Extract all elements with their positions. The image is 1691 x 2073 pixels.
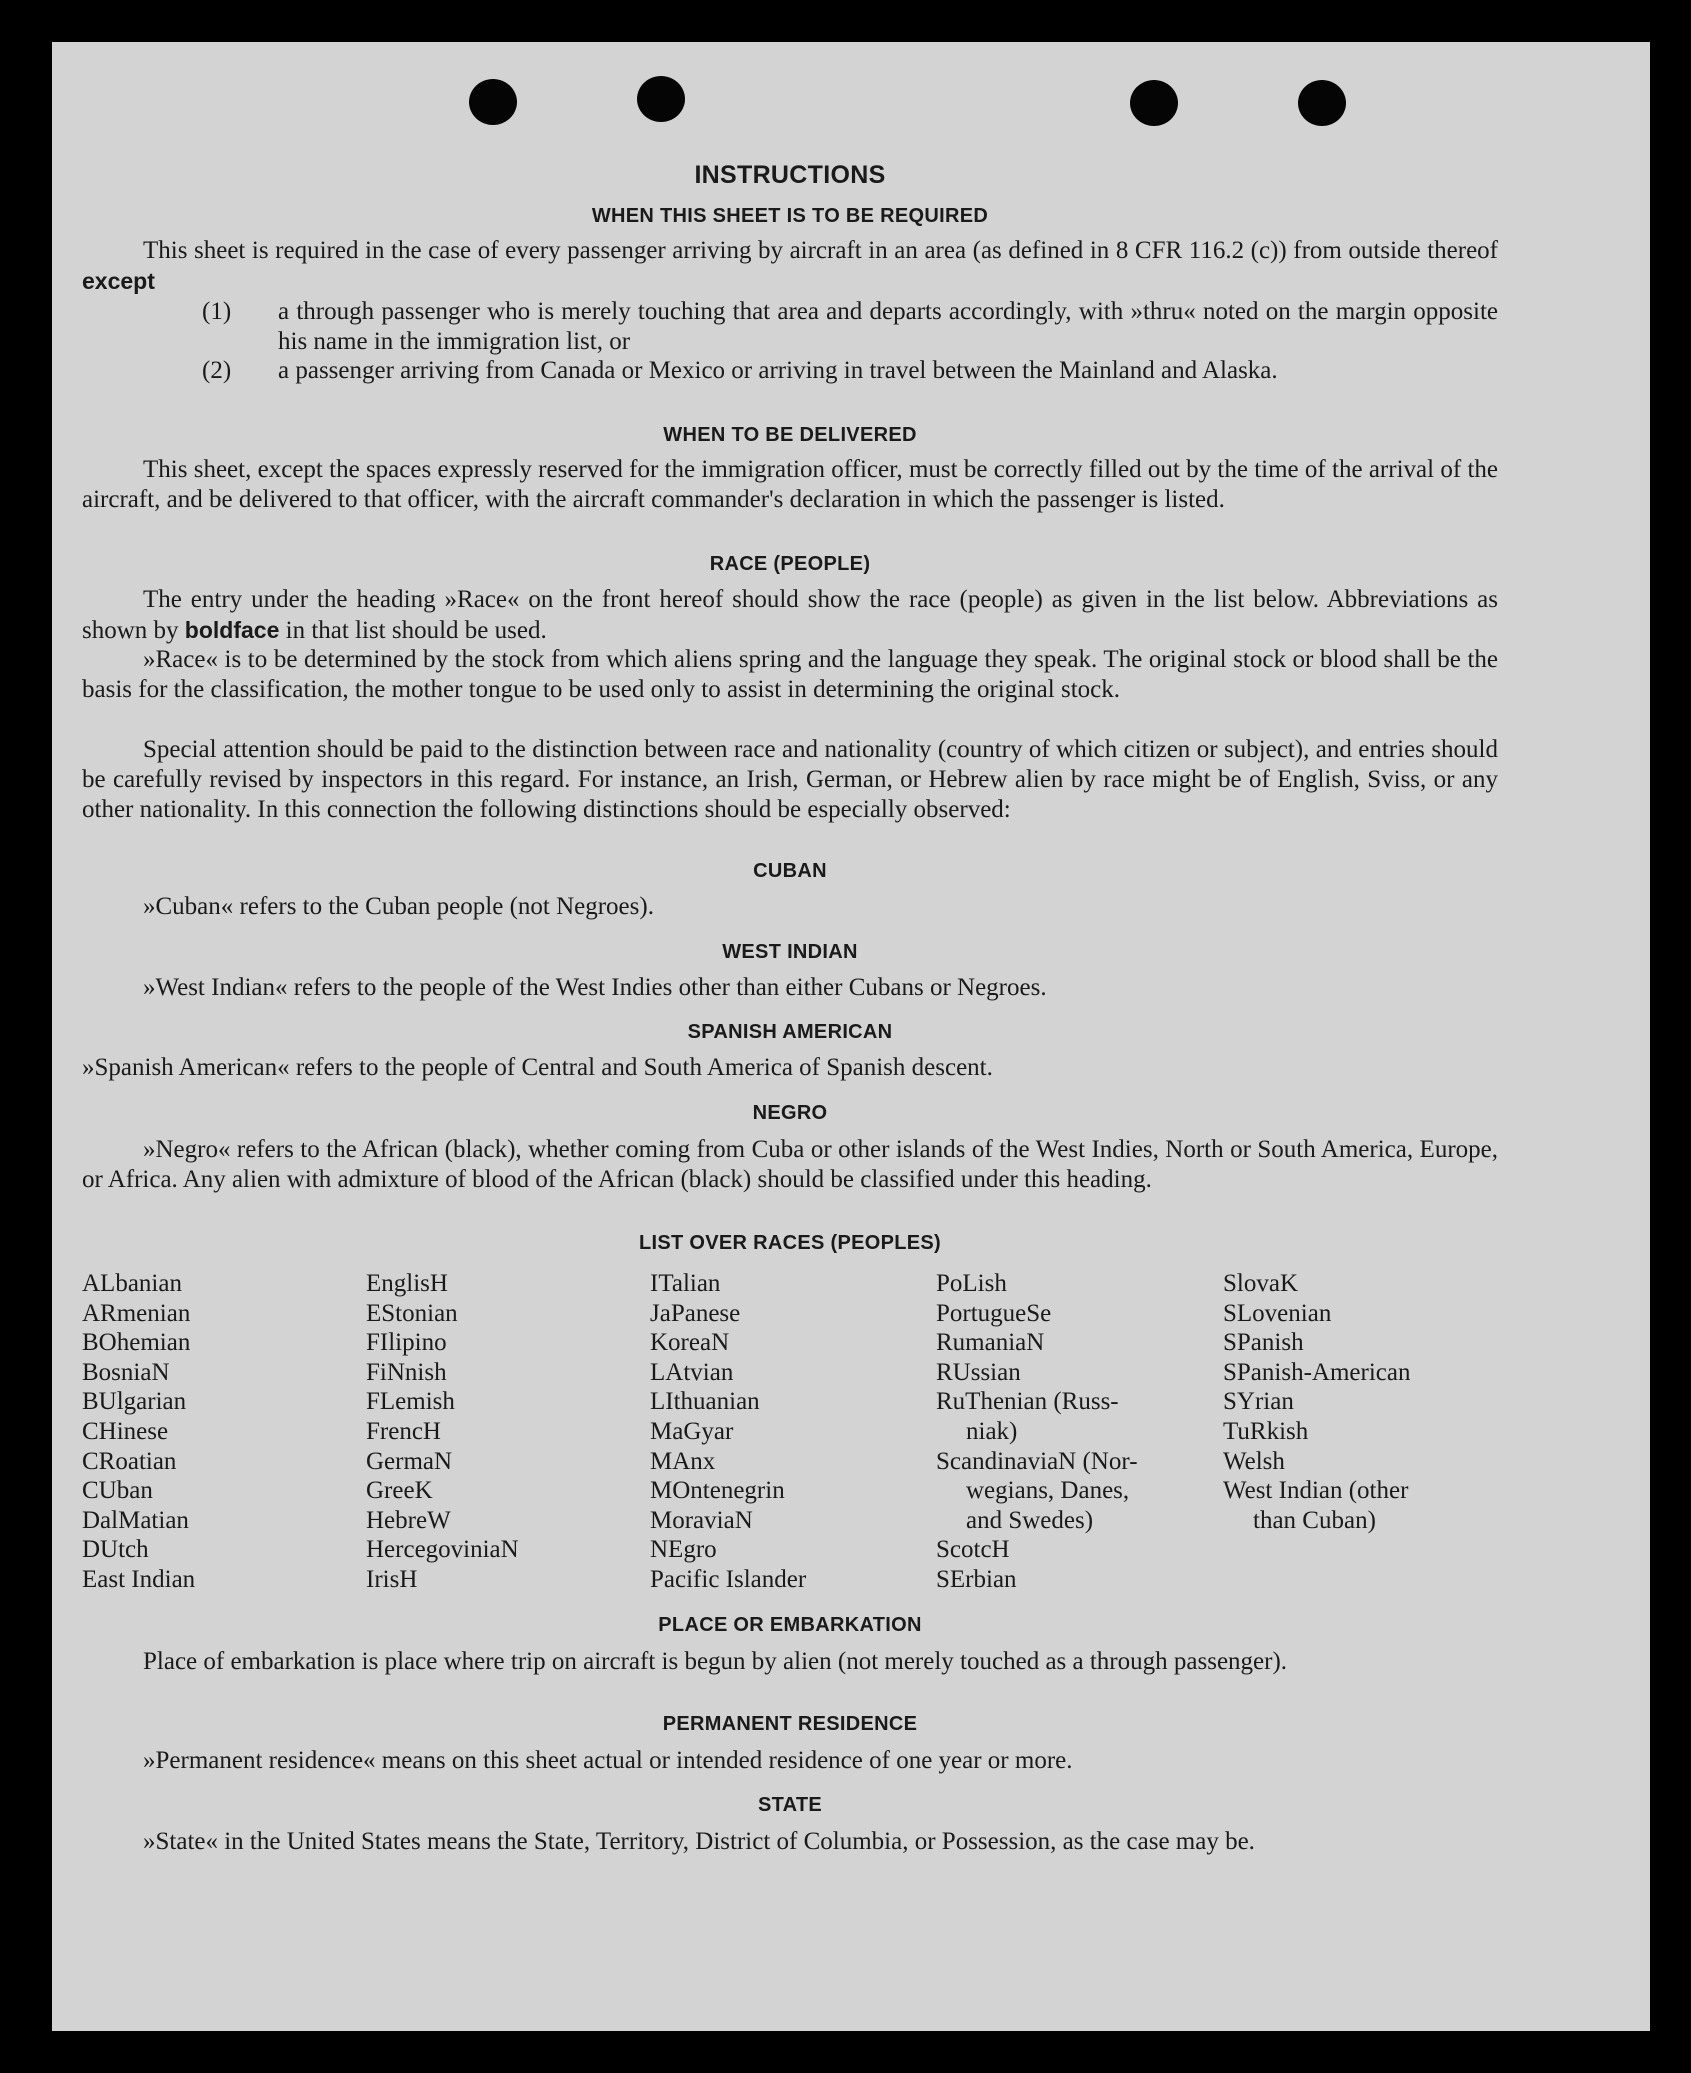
race-item: LIthuanian xyxy=(650,1388,760,1416)
list-item xyxy=(82,356,1498,386)
list-item xyxy=(82,297,1498,356)
race-list-column-5 xyxy=(1223,1269,1410,1535)
bold-text: except xyxy=(82,268,155,294)
race-item: MAnx xyxy=(650,1447,716,1475)
paragraph-embarkation: Place of embarkation is place where trip on aircraft is begun by alien (not merely touched as a through passenger). xyxy=(143,1648,1288,1675)
paragraph-race-2: »Race« is to be determined by the stock from which aliens spring and the language they speak. The original stock or blood shall be the basis for the classification, the mother tongue to be used only to assist in determining the original stock. xyxy=(82,646,1498,703)
race-item: MoraviaN xyxy=(650,1506,753,1534)
race-item: FIlipino xyxy=(366,1329,447,1357)
heading-embarkation: PLACE OR EMBARKATION xyxy=(658,1614,922,1636)
heading-residence: PERMANENT RESIDENCE xyxy=(662,1713,918,1735)
race-item: BUlgarian xyxy=(82,1388,187,1416)
paragraph-west-indian: »West Indian« refers to the people of the West Indies other than either Cubans or Negroes. xyxy=(143,974,1047,1001)
race-item: Pacific Islander xyxy=(650,1565,807,1593)
heading-cuban: CUBAN xyxy=(753,860,827,882)
race-item: PortugueSe xyxy=(936,1299,1052,1327)
race-item: Welsh xyxy=(1223,1447,1285,1475)
race-item: FrencH xyxy=(366,1417,441,1445)
item-number: (2) xyxy=(202,357,232,384)
race-list-column-1 xyxy=(82,1269,195,1595)
punch-hole xyxy=(637,76,685,122)
race-item-continuation: than Cuban) xyxy=(1253,1506,1376,1534)
paragraph-race-1 xyxy=(82,585,1498,646)
race-item: ScandinaviaN (Nor- xyxy=(936,1447,1138,1475)
race-item: MOntenegrin xyxy=(650,1477,785,1505)
race-item: DUtch xyxy=(82,1536,149,1564)
race-item: ARmenian xyxy=(82,1299,191,1327)
race-item: HebreW xyxy=(366,1506,451,1534)
race-item: JaPanese xyxy=(650,1299,741,1327)
race-item: TuRkish xyxy=(1223,1417,1309,1445)
heading-race: RACE (PEOPLE) xyxy=(709,553,871,575)
paragraph-required xyxy=(82,236,1498,297)
race-item: West Indian (other xyxy=(1223,1477,1409,1505)
race-item: RuThenian (Russ- xyxy=(936,1388,1119,1416)
race-list-column-3 xyxy=(650,1269,806,1595)
race-item: ITalian xyxy=(650,1270,721,1297)
race-item: GreeK xyxy=(366,1477,433,1505)
race-item: ScotcH xyxy=(936,1536,1010,1564)
race-item: BOhemian xyxy=(82,1329,191,1357)
heading-negro: NEGRO xyxy=(752,1102,828,1124)
race-item: RumaniaN xyxy=(936,1329,1045,1357)
text: The entry under the heading »Race« on the front hereof should show the race (people) as given in the list below. Abbreviations as shown by xyxy=(82,586,1498,644)
race-item: CHinese xyxy=(82,1417,169,1445)
race-item: HercegoviniaN xyxy=(366,1536,519,1564)
heading-state: STATE xyxy=(757,1794,823,1816)
race-item: FLemish xyxy=(366,1388,455,1416)
punch-hole xyxy=(469,79,517,125)
heading-delivered: WHEN TO BE DELIVERED xyxy=(663,424,917,446)
heading-race-list: LIST OVER RACES (PEOPLES) xyxy=(639,1232,941,1254)
punch-hole xyxy=(1298,80,1346,126)
race-item: IrisH xyxy=(366,1565,418,1593)
item-text: a through passenger who is merely touching that area and departs accordingly, with »thru« noted on the margin opposite his name in the immigration list, or xyxy=(278,298,1498,355)
race-list-column-2 xyxy=(366,1269,519,1595)
text: in that list should be used. xyxy=(279,617,547,644)
paragraph-state: »State« in the United States means the State, Territory, District of Columbia, or Possession, as the case may be. xyxy=(143,1828,1255,1855)
heading-required: WHEN THIS SHEET IS TO BE REQUIRED xyxy=(591,205,989,227)
paragraph-negro: »Negro« refers to the African (black), whether coming from Cuba or other islands of the West Indies, North or South America, Europe, or Africa. Any alien with admixture of blood of the African (black) should be classified under this heading. xyxy=(82,1136,1498,1193)
item-text: a passenger arriving from Canada or Mexico or arriving in travel between the Mainland and Alaska. xyxy=(278,357,1278,384)
race-item: SPanish-American xyxy=(1223,1358,1411,1386)
race-item: EStonian xyxy=(366,1299,458,1327)
required-exceptions xyxy=(82,297,1498,386)
race-item: CRoatian xyxy=(82,1447,177,1475)
race-item: RUssian xyxy=(936,1358,1021,1386)
race-item: SPanish xyxy=(1223,1329,1304,1357)
race-item: SLovenian xyxy=(1223,1299,1332,1327)
race-item: PoLish xyxy=(936,1270,1007,1297)
heading-west-indian: WEST INDIAN xyxy=(722,941,858,963)
paragraph-delivered: This sheet, except the spaces expressly reserved for the immigration officer, must be correctly filled out by the time of the arrival of the aircraft, and be delivered to that officer, with the aircraft commander's declaration in which the passenger is listed. xyxy=(82,456,1498,513)
race-item: GermaN xyxy=(366,1447,453,1475)
race-item-continuation: wegians, Danes, xyxy=(966,1477,1130,1505)
race-item: NEgro xyxy=(650,1536,717,1564)
race-item: MaGyar xyxy=(650,1417,734,1445)
race-item: EnglisH xyxy=(366,1270,448,1297)
paragraph-spanish-american: »Spanish American« refers to the people of Central and South America of Spanish descent. xyxy=(82,1054,993,1081)
race-item: SlovaK xyxy=(1223,1270,1298,1297)
paragraph-cuban: »Cuban« refers to the Cuban people (not Negroes). xyxy=(143,893,654,920)
race-item-continuation: and Swedes) xyxy=(966,1506,1094,1534)
paragraph-race-3: Special attention should be paid to the distinction between race and nationality (country of which citizen or subject), and entries should be carefully revised by inspectors in this regard. For instance, an Irish, German, or Hebrew alien by race might be of English, Sviss, or any other nationality. In this connection the following distinctions should be especially observed: xyxy=(82,736,1498,823)
race-item: KoreaN xyxy=(650,1329,730,1357)
item-number: (1) xyxy=(202,298,232,325)
punch-hole xyxy=(1130,80,1178,126)
race-item: ALbanian xyxy=(82,1270,182,1297)
page-title: INSTRUCTIONS xyxy=(694,161,886,189)
bold-text: boldface xyxy=(184,617,280,643)
race-item: CUban xyxy=(82,1477,153,1505)
race-item: BosniaN xyxy=(82,1358,170,1386)
race-item: LAtvian xyxy=(650,1358,734,1386)
race-item: SErbian xyxy=(936,1565,1017,1593)
race-item: DalMatian xyxy=(82,1506,189,1534)
race-item: SYrian xyxy=(1223,1388,1294,1416)
text: This sheet is required in the case of every passenger arriving by aircraft in an area (as defined in 8 CFR 116.2 (c)) from outside thereof xyxy=(143,237,1498,264)
heading-spanish-american: SPANISH AMERICAN xyxy=(687,1021,893,1043)
race-item-continuation: niak) xyxy=(966,1417,1018,1445)
race-item: FiNnish xyxy=(366,1358,447,1386)
race-list-column-4 xyxy=(936,1269,1138,1595)
race-item: East Indian xyxy=(82,1565,196,1593)
paragraph-residence: »Permanent residence« means on this sheet actual or intended residence of one year or more. xyxy=(143,1747,1073,1774)
